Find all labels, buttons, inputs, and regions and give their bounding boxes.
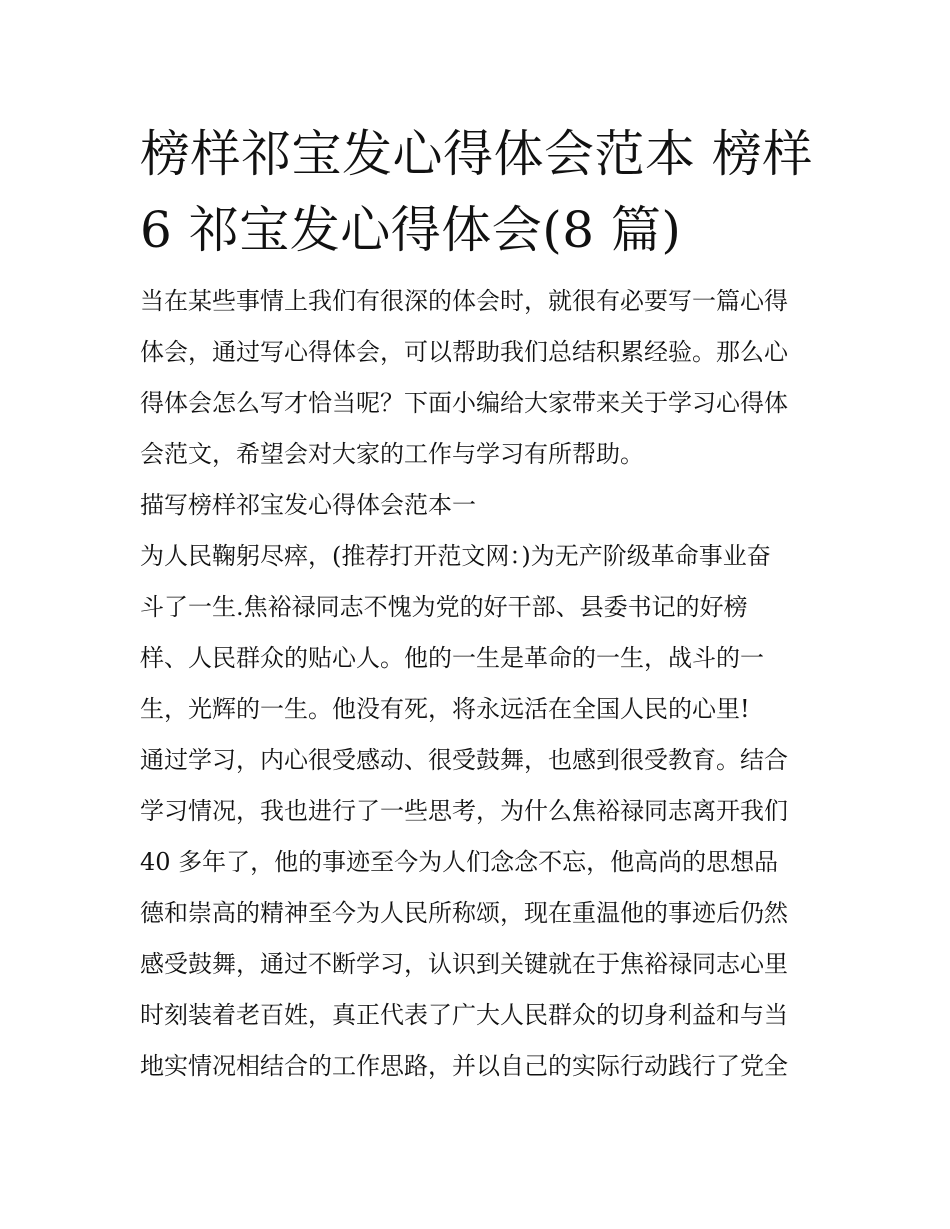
intro-line: 得体会怎么写才恰当呢？下面小编给大家带来关于学习心得体 [140,389,788,417]
intro-line: 会范文，希望会对大家的工作与学习有所帮助。 [140,440,644,468]
title-line: 6 祁宝发心得体会(8 篇) [140,201,682,259]
paragraph-line: 地实情况相结合的工作思路，并以自己的实际行动践行了党全 [140,1052,788,1080]
paragraph-line: 生，光辉的一生。他没有死，将永远活在全国人民的心里! [140,695,750,723]
title-line: 榜样祁宝发心得体会范本 榜样 [140,125,813,183]
paragraph-line: 学习情况，我也进行了一些思考，为什么焦裕禄同志离开我们 [140,797,788,825]
paragraph-line: 斗了一生.焦裕禄同志不愧为党的好干部、县委书记的好榜 [140,593,748,621]
document-title [140,116,820,268]
paragraph-line: 德和崇高的精神至今为人民所称颂，现在重温他的事迹后仍然 [140,899,788,927]
paragraph-line: 感受鼓舞，通过不断学习，认识到关键就在于焦裕禄同志心里 [140,950,788,978]
paragraph-line: 通过学习，内心很受感动、很受鼓舞，也感到很受教育。结合 [140,746,788,774]
paragraph-line: 样、人民群众的贴心人。他的一生是革命的一生，战斗的一 [140,644,764,672]
paragraph-line: 时刻装着老百姓，真正代表了广大人民群众的切身利益和与当 [140,1001,788,1029]
paragraph-line: 40 多年了，他的事迹至今为人们念念不忘，他高尚的思想品 [140,848,779,876]
document-body [140,276,820,1092]
section-heading: 描写榜样祁宝发心得体会范本一 [140,491,476,519]
paragraph-line: 为人民鞠躬尽瘁，(推荐打开范文网：)为无产阶级革命事业奋 [140,542,771,570]
intro-line: 体会，通过写心得体会，可以帮助我们总结积累经验。那么心 [140,338,788,366]
intro-line: 当在某些事情上我们有很深的体会时，就很有必要写一篇心得 [140,287,788,315]
document-content [140,116,820,1092]
